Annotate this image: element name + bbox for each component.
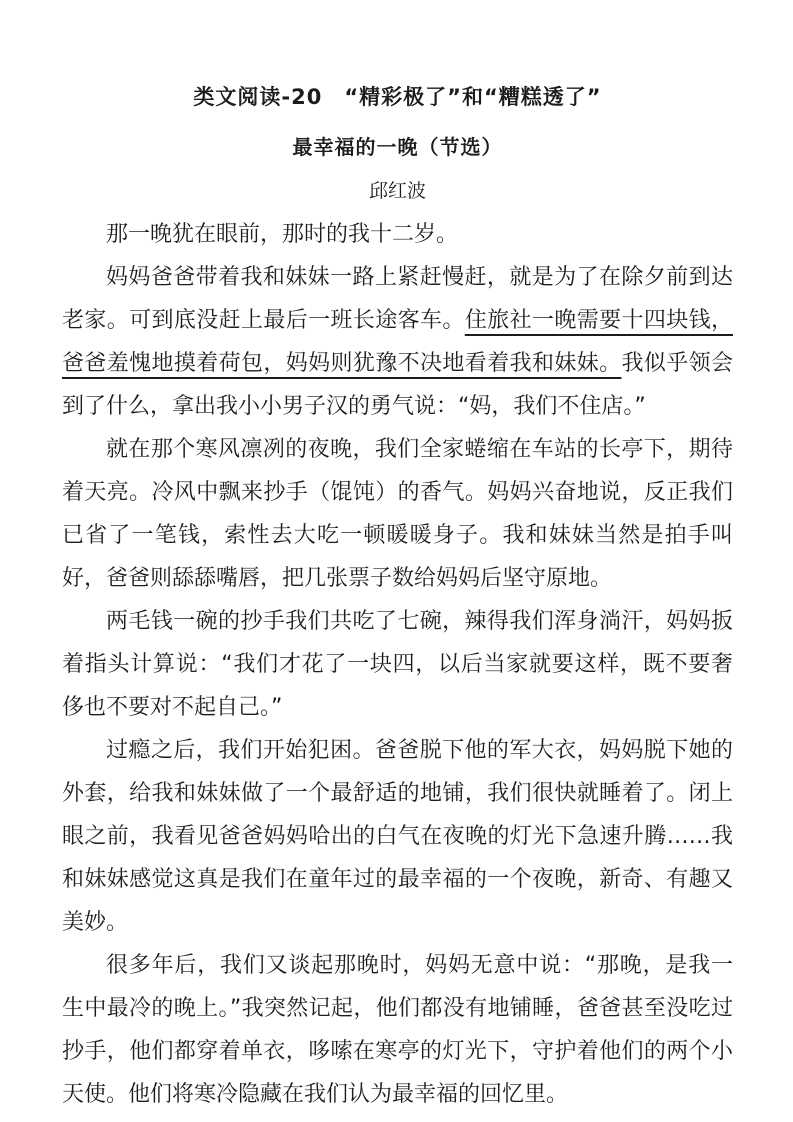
paragraph-6-text: 很多年后，我们又谈起那晚时，妈妈无意中说：“那晚，是我一生中最冷的晚上。”我突然记起，他们都没有地铺睡，爸爸甚至没吃过抄手，他们都穿着单衣，哆嗦在寒亭的灯光下，守护着他们的两个小天使。他们将寒冷隐藏在我们认为最幸福的回忆里。	[62, 953, 733, 1107]
document-subtitle: 最幸福的一晚（节选）	[292, 135, 503, 159]
paragraph-2	[62, 256, 733, 428]
document-title: 类文阅读-20 “精彩极了”和“糟糕透了”	[193, 85, 602, 109]
paragraph-2-underlined-passage: 住旅社一晚需要十四块钱，爸爸羞愧地摸着荷包，妈妈则犹豫不决地看着我和妹妹。	[62, 308, 733, 376]
paragraph-4	[62, 600, 733, 729]
paragraph-5-text: 过瘾之后，我们开始犯困。爸爸脱下他的军大衣，妈妈脱下她的外套，给我和妹妹做了一个最舒适的地铺，我们很快就睡着了。闭上眼之前，我看见爸爸妈妈哈出的白气在夜晚的灯光下急速升腾……我和妹妹感觉这真是我们在童年过的最幸福的一个夜晚，新奇、有趣又美妙。	[62, 738, 733, 935]
paragraph-4-text: 两毛钱一碗的抄手我们共吃了七碗，辣得我们浑身淌汗，妈妈扳着指头计算说：“我们才花了一块四，以后当家就要这样，既不要奢侈也不要对不起自己。”	[62, 609, 733, 720]
paragraph-3-text: 就在那个寒风凛冽的夜晚，我们全家蜷缩在车站的长亭下，期待着天亮。冷风中飘来抄手（馄饨）的香气。妈妈兴奋地说，反正我们已省了一笔钱，索性去大吃一顿暖暖身子。我和妹妹当然是拍手叫好，爸爸则舔舔嘴唇，把几张票子数给妈妈后坚守原地。	[62, 437, 733, 591]
paragraph-6	[62, 944, 733, 1116]
paragraph-2-text-before: 妈妈爸爸带着我和妹妹一路上紧赶慢赶，就是为了在除夕前到达老家。可到底没赶上最后一班长途客车。	[62, 265, 733, 333]
paragraph-5	[62, 729, 733, 944]
document-body	[62, 213, 733, 1116]
document-author: 邱红波	[368, 180, 426, 202]
paragraph-3	[62, 428, 733, 600]
paragraph-2-text-after: 我似乎领会到了什么，拿出我小小男子汉的勇气说：“妈，我们不住店。”	[62, 351, 733, 419]
paragraph-1-text: 那一晚犹在眼前，那时的我十二岁。	[106, 222, 459, 247]
paragraph-1	[62, 213, 733, 256]
